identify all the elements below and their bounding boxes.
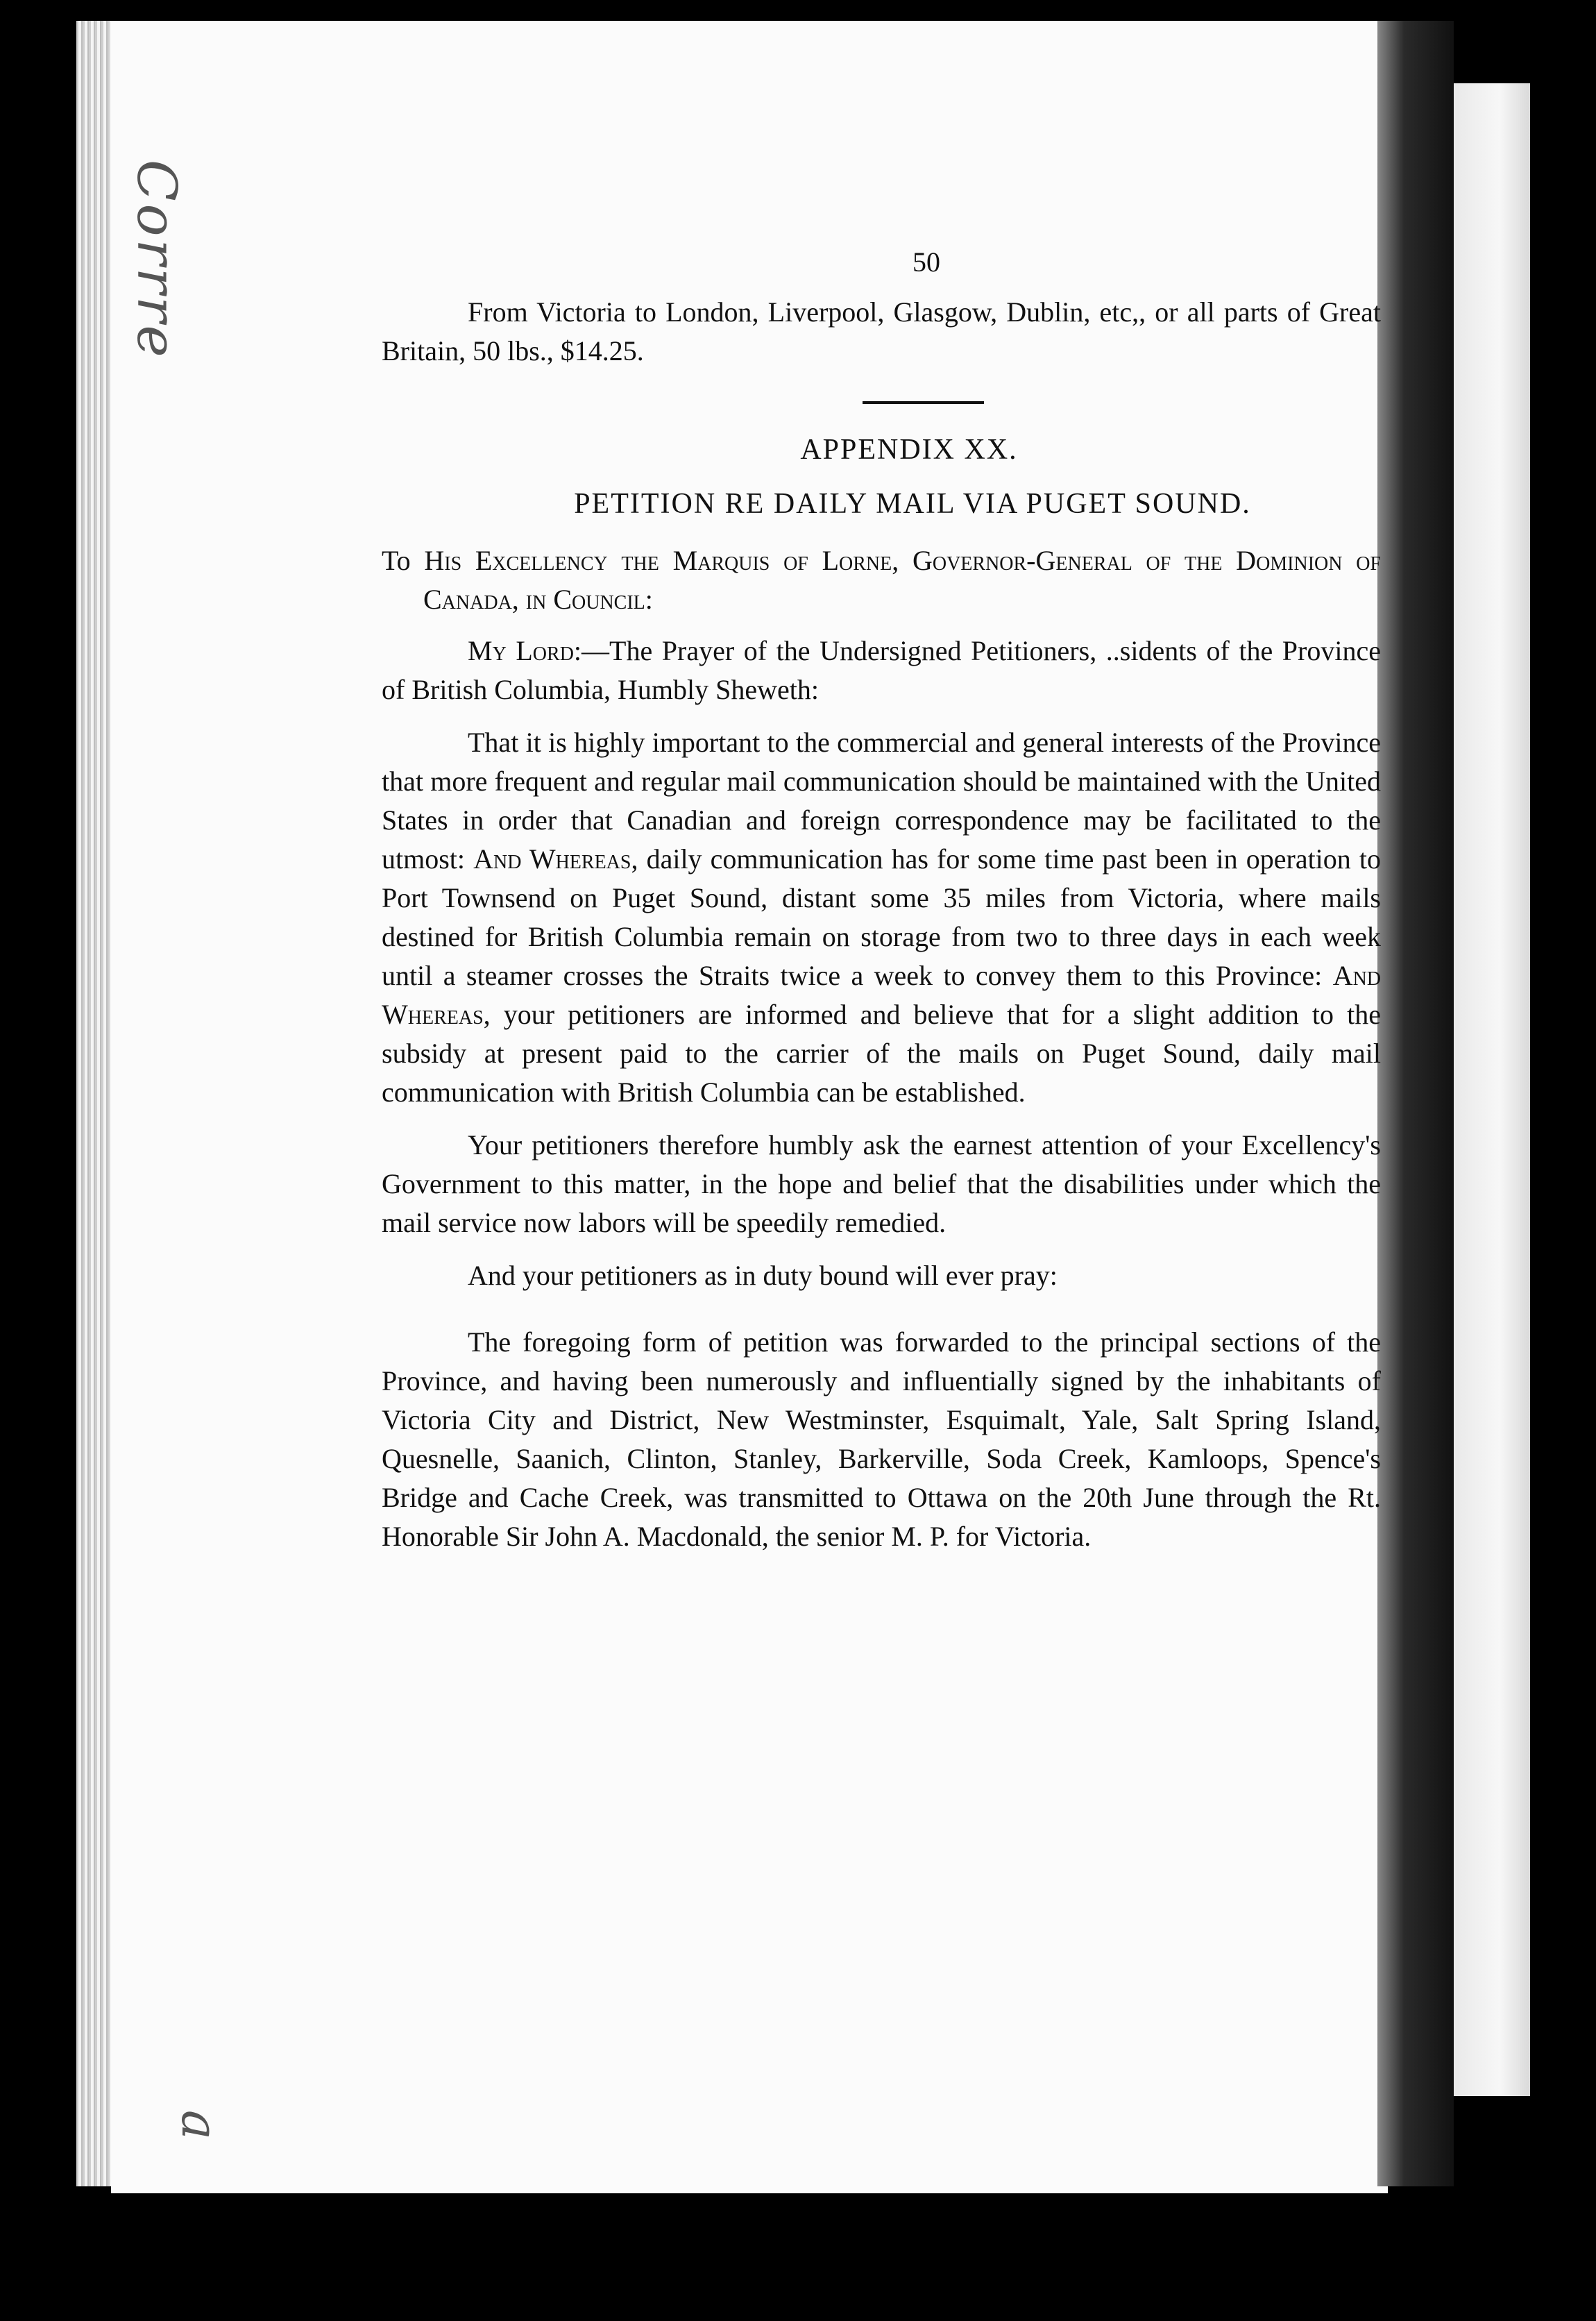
petition-opening xyxy=(382,632,1381,709)
whereas-1: And Whereas, xyxy=(473,843,638,875)
binding-gutter-shadow xyxy=(1377,21,1454,2186)
appendix-subtitle: PETITION RE DAILY MAIL VIA PUGET SOUND. xyxy=(574,488,1251,520)
petition-address xyxy=(382,541,1381,619)
opening-text: —The Prayer of the Undersigned Petitioners, ..sidents of the Province of British Columbia, Humbly Sheweth: xyxy=(382,635,1381,705)
page-text xyxy=(382,243,1381,1556)
petition-paragraph-2: Your petitioners therefore humbly ask the earnest attention of your Excellency's Government to this matter, in the hope and belief that the disabilities under which the mail service now labors will be speedily remedied. xyxy=(382,1129,1381,1238)
scan-bottom-border xyxy=(0,2193,1596,2321)
section-divider-rule xyxy=(863,401,984,404)
page-number: 50 xyxy=(912,246,940,278)
petition-closing: And your petitioners as in duty bound will ever pray: xyxy=(468,1260,1058,1291)
margin-pencil-note: Corrre xyxy=(125,160,187,360)
address-recipient: His Excellency the Marquis of Lorne, Governor-General of the Dominion of Canada, in Council: xyxy=(423,545,1381,615)
appendix-title: APPENDIX XX. xyxy=(800,434,1018,466)
whereas-2: And Whereas, xyxy=(382,960,1382,1030)
spacer xyxy=(382,1295,1381,1323)
para1-part-a: That it is highly important to the commercial and general interests of the Province that more frequent and regular mail communication should be maintained with the United States in order that Canadian and foreign correspondence may be facilitated to the utmost: xyxy=(382,727,1381,875)
para1-part-c: your petitioners are informed and believe that for a slight addition to the subsidy at present paid to the carrier of the mails on Puget Sound, daily mail communication with British Columbia can be established. xyxy=(382,999,1382,1108)
address-to: To xyxy=(382,545,411,576)
petition-paragraph-1 xyxy=(382,723,1381,1112)
scan-right-border xyxy=(1530,0,1596,2321)
adjacent-page-edge xyxy=(1454,83,1530,2096)
margin-pencil-mark: a xyxy=(171,2110,229,2140)
para1-part-b: daily communication has for some time past been in operation to Port Townsend on Puget Sound, distant some 35 miles from Victoria, where mails destined for British Columbia remain on storage from two to three days in each week until a steamer crosses the Straits twice a week to convey them to this Province: xyxy=(382,843,1381,991)
salutation: My Lord: xyxy=(468,635,582,666)
transmittal-note: The foregoing form of petition was forwarded to the principal sections of the Province, and having been numerously and influentially signed by the inhabitants of Victoria City and District, New Westminster, Esquimalt, Yale, Salt Spring Island, Quesnelle, Saanich, Clinton, Stanley, Barkerville, Soda Creek, Kamloops, Spence's Bridge and Cache Creek, was transmitted to Ottawa on the 20th June through the Rt. Honorable Sir John A. Macdonald, the senior M. P. for Victoria. xyxy=(382,1326,1381,1552)
rate-line: From Victoria to London, Liverpool, Glasgow, Dublin, etc,, or all parts of Great Britain, 50 lbs., $14.25. xyxy=(382,296,1381,366)
